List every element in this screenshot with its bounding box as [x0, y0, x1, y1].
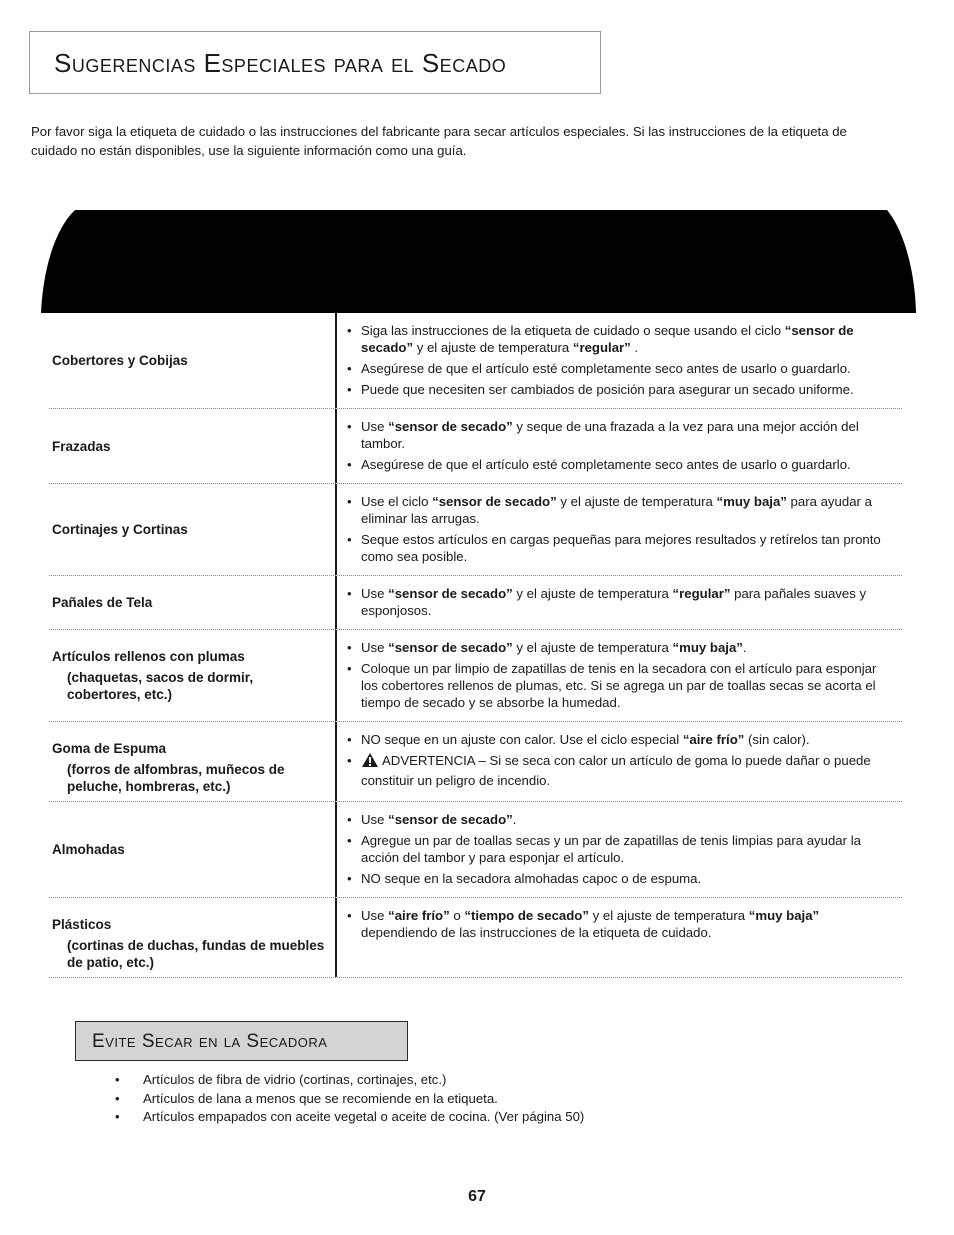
tip-emphasis: “aire frío”: [388, 908, 450, 923]
tip-text: y el ajuste de temperatura: [413, 340, 573, 355]
tip-emphasis: “sensor de secado”: [388, 812, 513, 827]
table-row: [49, 409, 902, 484]
tips-list: [337, 722, 902, 801]
category-cell: [49, 484, 337, 575]
category-cell: [49, 802, 337, 897]
tip-text: dependiendo de las instrucciones de la etiqueta de cuidado.: [361, 925, 712, 940]
category-cell: [49, 576, 337, 629]
tip-text: .: [630, 340, 639, 355]
category-name: Plásticos: [52, 917, 112, 932]
tip-text: y el ajuste de temperatura: [588, 908, 749, 923]
tip-item: [347, 660, 896, 711]
tip-item: [347, 870, 896, 887]
table-row: [49, 802, 902, 898]
tip-text: .: [512, 812, 517, 827]
tip-emphasis: “regular”: [572, 340, 631, 355]
tip-emphasis: “tiempo de secado”: [464, 908, 589, 923]
tip-text: Seque estos artículos en cargas pequeñas para mejores resultados y retírelos tan pronto como sea posible.: [361, 532, 881, 564]
warning-icon: [361, 752, 379, 772]
category-cell: [49, 630, 337, 721]
tips-list: [337, 576, 902, 629]
page-title: Sugerencias Especiales para el Secado: [54, 48, 507, 78]
header-band-shape: [41, 209, 916, 313]
category-cell: [49, 898, 337, 977]
tip-emphasis: “regular”: [672, 586, 731, 601]
tip-emphasis: “sensor de secado”: [388, 640, 513, 655]
tip-text: Coloque un par limpio de zapatillas de tenis en la secadora con el artículo para esponjar los cobertores rellenos de plumas, etc. Si se agrega un par de toallas secas se acorta el tiempo de secado y se absorbe la humedad.: [361, 661, 877, 710]
tip-text: Use: [361, 640, 389, 655]
tip-text: Use el ciclo: [361, 494, 433, 509]
tip-text: Use: [361, 908, 389, 923]
avoid-section-header: [75, 1021, 408, 1061]
list-item: • Artículos de lana a menos que se recomiende en la etiqueta.: [113, 1090, 584, 1109]
tip-text: y el ajuste de temperatura: [512, 586, 673, 601]
tip-emphasis: “sensor de secado”: [432, 494, 557, 509]
tip-text: y seque de una frazada a la vez para una mejor acción del tambor.: [361, 419, 859, 451]
tip-text: o: [449, 908, 465, 923]
drying-tips-table: [49, 313, 902, 978]
category-examples: (cortinas de duchas, fundas de muebles de patio, etc.): [67, 938, 325, 970]
tip-text: Siga las instrucciones de la etiqueta de cuidado o seque usando el ciclo: [361, 323, 785, 338]
title-box: [29, 31, 601, 94]
tip-text: Use: [361, 812, 389, 827]
category-examples: (chaquetas, sacos de dormir, cobertores, etc.): [67, 670, 254, 702]
avoid-section-title: Evite Secar en la Secadora: [92, 1031, 328, 1052]
category-cell: [49, 722, 337, 801]
tip-item: [347, 811, 896, 828]
category-cell: [49, 313, 337, 408]
category-name: Cortinajes y Cortinas: [52, 522, 188, 537]
tip-item: [347, 731, 896, 748]
tip-item: [347, 752, 896, 789]
tip-emphasis: “muy baja”: [748, 908, 820, 923]
table-row: [49, 484, 902, 576]
tip-emphasis: “aire frío”: [682, 732, 745, 747]
table-row: [49, 630, 902, 722]
tip-emphasis: “sensor de secado”: [388, 419, 513, 434]
tip-item: [347, 907, 896, 941]
tip-item: [347, 381, 896, 398]
tips-list: [337, 898, 902, 977]
tip-text: Asegúrese de que el artículo esté completamente seco antes de usarlo o guardarlo.: [361, 457, 851, 472]
tip-text: ADVERTENCIA – Si se seca con calor un artículo de goma lo puede dañar o puede constituir un peligro de incendio.: [361, 753, 871, 788]
tip-text: (sin calor).: [744, 732, 810, 747]
tip-item: [347, 585, 896, 619]
tips-list: [337, 409, 902, 483]
tip-item: [347, 360, 896, 377]
tip-emphasis: “muy baja”: [716, 494, 787, 509]
table-row: [49, 722, 902, 802]
category-examples: (forros de alfombras, muñecos de peluche, hombreras, etc.): [67, 762, 285, 794]
tip-item: [347, 531, 896, 565]
tip-emphasis: “muy baja”: [672, 640, 743, 655]
tip-text: NO seque en la secadora almohadas capoc o de espuma.: [361, 871, 702, 886]
table-header-band: [41, 209, 916, 313]
category-name: Goma de Espuma: [52, 741, 167, 756]
list-item: • Artículos de fibra de vidrio (cortinas, cortinajes, etc.): [113, 1071, 584, 1090]
tip-text: .: [742, 640, 747, 655]
tip-item: [347, 322, 896, 356]
table-row: [49, 576, 902, 630]
tip-text: NO seque en un ajuste con calor. Use el ciclo especial: [361, 732, 683, 747]
category-name: Almohadas: [52, 842, 125, 857]
page-number: 67: [468, 1188, 486, 1205]
tips-list: [337, 630, 902, 721]
category-name: Artículos rellenos con plumas: [52, 649, 245, 664]
tips-list: [337, 313, 902, 408]
tips-list: [337, 802, 902, 897]
tip-text: Use: [361, 419, 389, 434]
category-name: Pañales de Tela: [52, 595, 153, 610]
avoid-list: [113, 1071, 584, 1127]
category-name: Frazadas: [52, 438, 111, 454]
tip-emphasis: “sensor de secado”: [388, 586, 513, 601]
tip-item: [347, 418, 896, 452]
tip-text: Agregue un par de toallas secas y un par de zapatillas de tenis limpias para ayudar la acción del tambor y para esponjar el artículo.: [361, 833, 861, 865]
tip-text: Asegúrese de que el artículo esté completamente seco antes de usarlo o guardarlo.: [361, 361, 851, 376]
table-row: [49, 898, 902, 978]
intro-paragraph: Por favor siga la etiqueta de cuidado o las instrucciones del fabricante para secar artículos especiales. Si las instrucciones de la etiqueta de cuidado no están disponibles, use la siguiente información como una guía.: [31, 124, 847, 158]
tip-text: y el ajuste de temperatura: [512, 640, 673, 655]
tip-emphasis: “sensor de secado”: [361, 323, 854, 355]
tip-text: y el ajuste de temperatura: [556, 494, 717, 509]
tip-item: [347, 639, 896, 656]
table-row: [49, 313, 902, 409]
tip-item: [347, 493, 896, 527]
category-cell: [49, 409, 337, 483]
tip-text: para ayudar a eliminar las arrugas.: [361, 494, 872, 526]
category-name: Cobertores y Cobijas: [52, 353, 188, 368]
tip-text: Puede que necesiten ser cambiados de posición para asegurar un secado uniforme.: [361, 382, 854, 397]
tips-list: [337, 484, 902, 575]
tip-text: Use: [361, 586, 389, 601]
tip-text: para pañales suaves y esponjosos.: [361, 586, 867, 618]
tip-item: [347, 832, 896, 866]
list-item: • Artículos empapados con aceite vegetal o aceite de cocina. (Ver página 50): [113, 1108, 584, 1127]
tip-item: [347, 456, 896, 473]
